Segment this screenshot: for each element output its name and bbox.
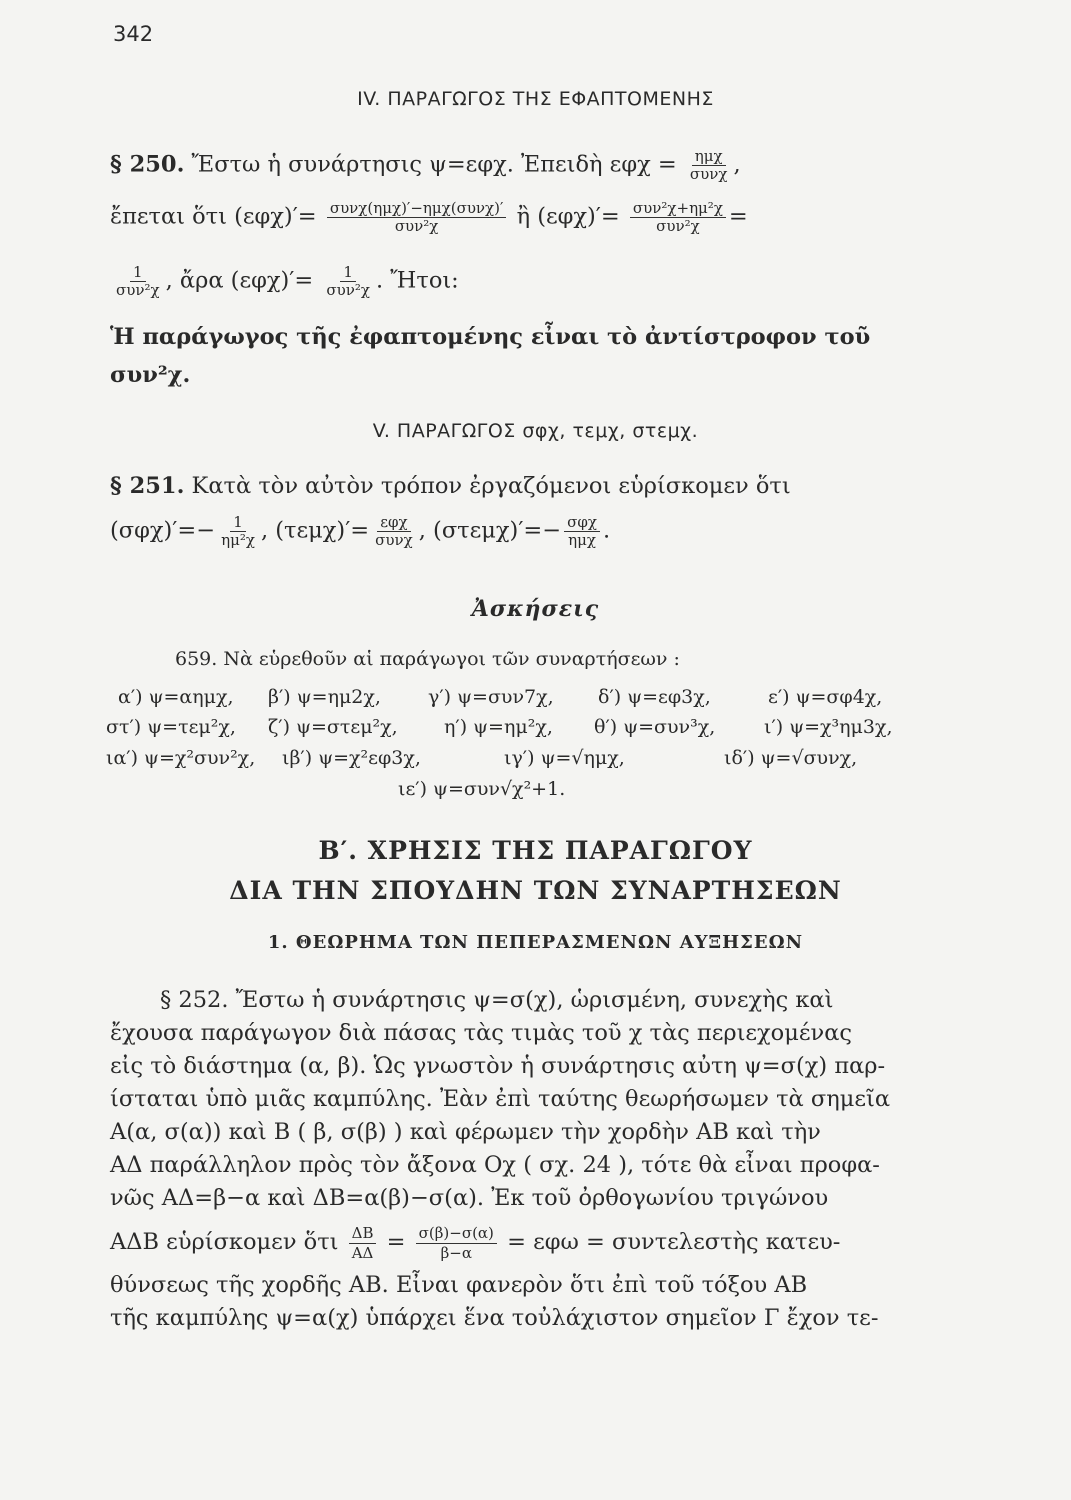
fraction-denominator: συνχ [375, 531, 413, 549]
fraction-numerator: 1 [230, 514, 246, 532]
exercise-item: θ′) ψ=συν³χ, [594, 716, 716, 738]
fraction-quotient-rule [327, 200, 507, 235]
chapter-b-title: Β′. ΧΡΗΣΙΣ ΤΗΣ ΠΑΡΑΓΩΓΟΥ [318, 836, 753, 865]
p250-text1: Ἔστω ἡ συνάρτησις ψ=εφχ. Ἐπειδὴ εφχ = [184, 151, 677, 178]
p250-line1: § 250. Ἔστω ἡ συνάρτησις ψ=εφχ. Ἐπειδὴ εφχ = $\frac{\text{ημχ}}{\text{συνχ}}$ , [110, 147, 741, 183]
exercise-item: ιβ′) ψ=χ²εφ3χ, [282, 747, 421, 769]
p251-c: , (στεμχ)′=− [418, 517, 562, 544]
p252-line: εἰς τὸ διάστημα (α, β). Ὡς γνωστὸν ἡ συνάρτησις αὐτη ψ=σ(χ) παρ- [110, 1053, 886, 1079]
p252-line: νῶς ΑΔ=β−α καὶ ΔΒ=α(β)−σ(α). Ἐκ τοῦ ὀρθογωνίου τριγώνου [110, 1185, 829, 1211]
exercise-item: β′) ψ=ημ2χ, [268, 686, 381, 708]
fraction-difference-quotient [416, 1224, 497, 1263]
fraction-numerator: 1 [130, 264, 146, 282]
p250-line2: ἔπεται ὅτι (εφχ)′= $\frac{\text{συνχ(ημχ)′−ημχ(συνχ)′}}{\text{συν²χ}}$ ἢ (εφχ)′= $\frac{\text{συν²χ+ημ²χ}}{\text{συν²χ}}$ = [110, 199, 748, 235]
exercise-item: δ′) ψ=εφ3χ, [598, 686, 711, 708]
fraction-numerator: σφχ [564, 514, 600, 532]
exercise-item: ζ′) ψ=στεμ²χ, [268, 716, 398, 738]
fraction-denominator: συν²χ [656, 217, 700, 235]
p252-line: ίσταται ὑπὸ μιᾶς καμπύλης. Ἐὰν ἐπὶ ταύτης θεωρήσωμεν τὰ σημεῖα [110, 1086, 891, 1112]
fraction-one-over-cos2 [113, 264, 163, 299]
fraction-db-over-ad [349, 1224, 377, 1263]
exercise-659: 659. Νὰ εὑρεθοῦν αἱ παράγωγοι τῶν συναρτήσεων : [175, 648, 680, 670]
exercise-row-4 [398, 778, 565, 800]
exercise-item: ιε′) ψ=συν√χ²+1. [398, 778, 566, 800]
exercise-item: η′) ψ=ημ²χ, [444, 716, 553, 738]
exercises-heading: Ἀσκήσεις [471, 596, 600, 622]
p250-line3-a: , ἄρα (εφχ)′= [165, 267, 321, 294]
p252-eq-a: ΑΔΒ εὑρίσκομεν ὅτι [110, 1229, 346, 1255]
p251-b: , (τεμχ)′= [260, 517, 370, 544]
fraction-denominator: συν²χ [394, 217, 439, 235]
p252-line: ΑΔ παράλληλον πρὸς τὸν ἄξονα Οχ ( σχ. 24 ), τότε θὰ εἶναι προφα- [110, 1152, 880, 1178]
p252-line: ἔχουσα παράγωγον διὰ πάσας τὰς τιμὰς τοῦ χ τὰς περιεχομένας [110, 1020, 852, 1046]
p252-line: θύνσεως τῆς χορδῆς ΑΒ. Εἶναι φανερὸν ὅτι ἐπὶ τοῦ τόξου ΑΒ [110, 1272, 808, 1298]
fraction-numerator: εφχ [377, 514, 410, 532]
p252-eq-b: = εφω = συντελεστὴς κατευ- [499, 1229, 841, 1255]
fraction-denominator: συνχ [689, 165, 728, 183]
p250-line2-b: ἢ (εφχ)′= [516, 203, 620, 230]
fraction-sec [372, 514, 416, 549]
theorem-heading: 1. ΘΕΩΡΗΜΑ ΤΩΝ ΠΕΠΕΡΑΣΜΕΝΩΝ ΑΥΞΗΣΕΩΝ [267, 932, 804, 953]
page-number: 342 [113, 22, 154, 46]
exercise-item: ε′) ψ=σφ4χ, [768, 686, 883, 708]
chapter-b-subtitle: ΔΙΑ ΤΗΝ ΣΠΟΥΔΗΝ ΤΩΝ ΣΥΝΑΡΤΗΣΕΩΝ [229, 876, 842, 905]
p250-line3-b: . Ἤτοι: [375, 267, 459, 294]
exercise-item: ιδ′) ψ=√συνχ, [724, 747, 858, 769]
fraction-denominator: συν²χ [116, 281, 160, 299]
exercise-row-1 [118, 686, 882, 708]
section-iv-heading: IV. ΠΑΡΑΓΩΓΟΣ ΤΗΣ ΕΦΑΠΤΟΜΕΝΗΣ [357, 88, 714, 110]
fraction-denominator: ΑΔ [351, 1243, 374, 1262]
exercise-item: στ′) ψ=τεμ²χ, [106, 716, 236, 738]
p250-line3 [110, 264, 940, 299]
p250-line2-a: ἔπεται ὅτι (εφχ)′= [110, 203, 317, 230]
p252-eq-eq: = [379, 1229, 413, 1255]
fraction-numerator: ΔΒ [349, 1224, 377, 1244]
fraction-numerator: συν²χ+ημ²χ [630, 200, 726, 218]
exercise-item: α′) ψ=αημχ, [118, 686, 234, 708]
p252-line: § 252. Ἔστω ἡ συνάρτησις ψ=σ(χ), ὡρισμένη, συνεχὴς καὶ [160, 987, 834, 1013]
p250-number: § 250. [110, 151, 185, 178]
fraction-cot [218, 514, 258, 549]
p252-line: τῆς καμπύλης ψ=α(χ) ὑπάρχει ἕνα τοὐλάχιστον σημεῖον Γ ἔχον τε- [110, 1305, 879, 1331]
fraction-numerator: σ(β)−σ(α) [416, 1224, 497, 1244]
fraction-denominator: συν²χ [326, 281, 370, 299]
exercise-item: γ′) ψ=συν7χ, [428, 686, 554, 708]
exercise-row-2 [106, 716, 893, 738]
p251-text: Κατὰ τὸν αὐτὸν τρόπον ἐργαζόμενοι εὑρίσκομεν ὅτι [184, 473, 791, 499]
fraction-tan [687, 148, 731, 183]
fraction-result [323, 264, 373, 299]
p251-a: (σφχ)′=− [110, 517, 216, 544]
p251-line1 [110, 470, 940, 503]
p251-line2: (σφχ)′=− $\frac{1}{\text{ημ²χ}}$ , (τεμχ)′= $\frac{\text{εφχ}}{\text{συνχ}}$ , (στεμχ)′=− $\frac{\text{σφχ}}{\text{ημχ}}$ . [110, 513, 611, 549]
fraction-numerator: ημχ [692, 148, 726, 166]
exercise-item: ια′) ψ=χ²συν²χ, [106, 747, 256, 769]
p250-conclusion: Ἡ παράγωγος τῆς ἐφαπτομένης εἶναι τὸ ἀντίστροφον τοῦ συν²χ. [110, 324, 871, 388]
fraction-denominator: ημ²χ [221, 531, 255, 549]
p252-body [110, 984, 940, 1335]
p252-line: Α(α, σ(α)) καὶ Β ( β, σ(β) ) καὶ φέρωμεν τὴν χορδὴν ΑΒ καὶ τὴν [110, 1119, 821, 1145]
exercise-row-3 [106, 747, 857, 769]
fraction-denominator: ημχ [568, 531, 596, 549]
p251-number: § 251. [110, 473, 185, 499]
fraction-numerator: συνχ(ημχ)′−ημχ(συνχ)′ [327, 200, 507, 218]
fraction-denominator: β−α [440, 1243, 472, 1262]
fraction-csc [564, 514, 600, 549]
fraction-numerator: 1 [340, 264, 356, 282]
p252-equation-line [110, 1215, 940, 1269]
exercise-item: ι′) ψ=χ³ημ3χ, [764, 716, 893, 738]
exercise-item: ιγ′) ψ=√ημχ, [504, 747, 625, 769]
fraction-sum [630, 200, 726, 235]
section-v-heading: V. ΠΑΡΑΓΩΓΟΣ σφχ, τεμχ, στεμχ. [372, 420, 699, 442]
